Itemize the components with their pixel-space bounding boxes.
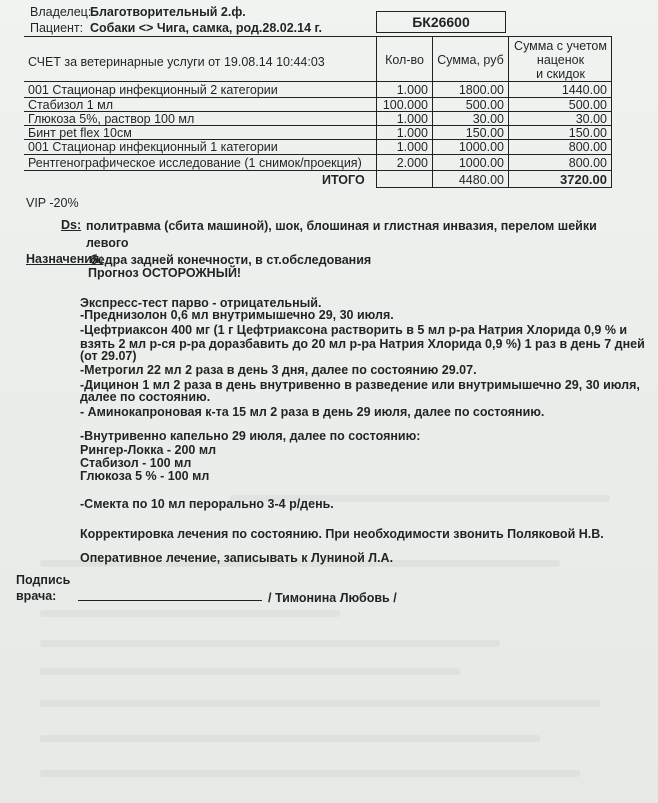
diagnosis-line: политравма (сбита машиной), шок, блошиная и глистная инвазия, перелом шейки левого: [86, 219, 597, 250]
adjusted-header-line-3: и скидок: [536, 66, 585, 81]
column-divider: [376, 36, 377, 188]
prescription-line: -Внутривенно капельно 29 июля, далее по состоянию:: [80, 429, 421, 443]
item-adjusted: 150.00: [568, 126, 607, 140]
invoice-header-row: [24, 36, 612, 81]
prescription-line: (от 29.07): [80, 349, 137, 363]
item-adjusted: 500.00: [568, 98, 607, 112]
column-divider: [611, 36, 612, 188]
total-bottom-rule: [376, 187, 612, 188]
item-name: 001 Стационар инфекционный 1 категории: [28, 140, 278, 154]
item-sum: 30.00: [472, 112, 504, 126]
adjusted-column-header: [508, 37, 612, 82]
diagnosis-line: бедра задней конечности, в ст.обследования: [90, 253, 372, 267]
item-adjusted: 800.00: [568, 140, 607, 154]
column-divider: [432, 36, 433, 188]
invoice-id-box: [376, 11, 506, 33]
row-divider: [24, 170, 612, 171]
signature-line: [78, 600, 262, 601]
prescription-line: Глюкоза 5 % - 100 мл: [80, 469, 210, 483]
prognosis: Прогноз ОСТОРОЖНЫЙ!: [88, 266, 242, 280]
item-name: Стабизол 1 мл: [28, 98, 114, 112]
prescription-line: - Аминокапроновая к-та 15 мл 2 раза в день 29 июля, далее по состоянию.: [80, 405, 545, 419]
prescription-line: Корректировка лечения по состоянию. При необходимости звонить Поляковой Н.В.: [80, 527, 604, 541]
item-sum: 1800.00: [458, 83, 504, 97]
prescriptions-label: Назначения:: [26, 252, 104, 266]
item-name: Рентгенографическое исследование (1 снимок/проекция): [28, 156, 362, 170]
doctor-name: / Тимонина Любовь /: [268, 591, 397, 605]
row-divider: [24, 154, 612, 155]
diagnosis-text: [86, 218, 606, 269]
item-sum: 1000.00: [458, 140, 504, 154]
item-qty: 1.000: [396, 140, 428, 154]
qty-header-text: Кол-во: [385, 52, 424, 67]
item-name: Глюкоза 5%, раствор 100 мл: [28, 112, 195, 126]
qty-column-header: [376, 37, 432, 82]
item-adjusted: 1440.00: [561, 83, 607, 97]
signature-label: Подпись: [16, 573, 71, 587]
patient-value: Собаки <> Чига, самка, род.28.02.14 г.: [90, 21, 322, 35]
diagnosis-label: Ds:: [61, 218, 82, 232]
prescription-line: взять 2 мл р-ся р-ра доразбавить до 20 мл р-ра Натрия Хлорида 0,9 %) 1 раз в день 7 дней: [80, 337, 645, 351]
prescription-line: Стабизол - 100 мл: [80, 456, 192, 470]
item-adjusted: 30.00: [575, 112, 607, 126]
item-sum: 1000.00: [458, 156, 504, 170]
prescription-line: Экспресс-тест парво - отрицательный.: [80, 296, 322, 310]
item-name: Бинт pet flex 10см: [28, 126, 132, 140]
item-qty: 100.000: [382, 98, 428, 112]
patient-label: Пациент:: [30, 21, 84, 35]
total-sum: 4480.00: [458, 173, 504, 187]
signature-label-2: врача:: [16, 589, 57, 603]
item-qty: 1.000: [396, 112, 428, 126]
total-label: ИТОГО: [322, 173, 365, 187]
owner-value: Благотворительный 2.ф.: [90, 5, 246, 19]
discount-note: VIP -20%: [26, 196, 79, 210]
total-adjusted: 3720.00: [560, 172, 607, 187]
prescription-line: далее по состоянию.: [80, 390, 211, 404]
prescription-line: -Метрогил 22 мл 2 раза в день 3 дня, далее по состоянию 29.07.: [80, 363, 477, 377]
prescription-line: -Дицинон 1 мл 2 раза в день внутривенно в разведение или внутримышечно 29, 30 июля,: [80, 378, 640, 392]
item-sum: 500.00: [465, 98, 504, 112]
owner-label: Владелец:: [30, 5, 92, 19]
item-adjusted: 800.00: [568, 156, 607, 170]
adjusted-header-line-2: наценок: [536, 52, 585, 67]
prescription-line: -Цефтриаксон 400 мг (1 г Цефтриаксона растворить в 5 мл р-ра Натрия Хлорида 0,9 % и: [80, 323, 628, 337]
invoice-title: СЧЕТ за ветеринарные услуги от 19.08.14 10:44:03: [28, 55, 325, 69]
prescription-line: Рингер-Локка - 200 мл: [80, 443, 217, 457]
invoice-id: БК26600: [412, 14, 470, 30]
column-divider: [508, 36, 509, 188]
prescription-line: -Смекта по 10 мл перорально 3-4 р/день.: [80, 497, 334, 511]
sum-column-header: [432, 37, 508, 82]
item-qty: 2.000: [396, 156, 428, 170]
sum-header-text: Сумма, руб: [437, 52, 504, 67]
item-qty: 1.000: [396, 126, 428, 140]
prescription-line: -Преднизолон 0,6 мл внутримышечно 29, 30 июля.: [80, 308, 394, 322]
item-qty: 1.000: [396, 83, 428, 97]
item-sum: 150.00: [465, 126, 504, 140]
adjusted-header-line-1: Сумма с учетом: [514, 38, 607, 53]
item-name: 001 Стационар инфекционный 2 категории: [28, 83, 278, 97]
prescription-line: Оперативное лечение, записывать к Луниной Л.А.: [80, 551, 394, 565]
